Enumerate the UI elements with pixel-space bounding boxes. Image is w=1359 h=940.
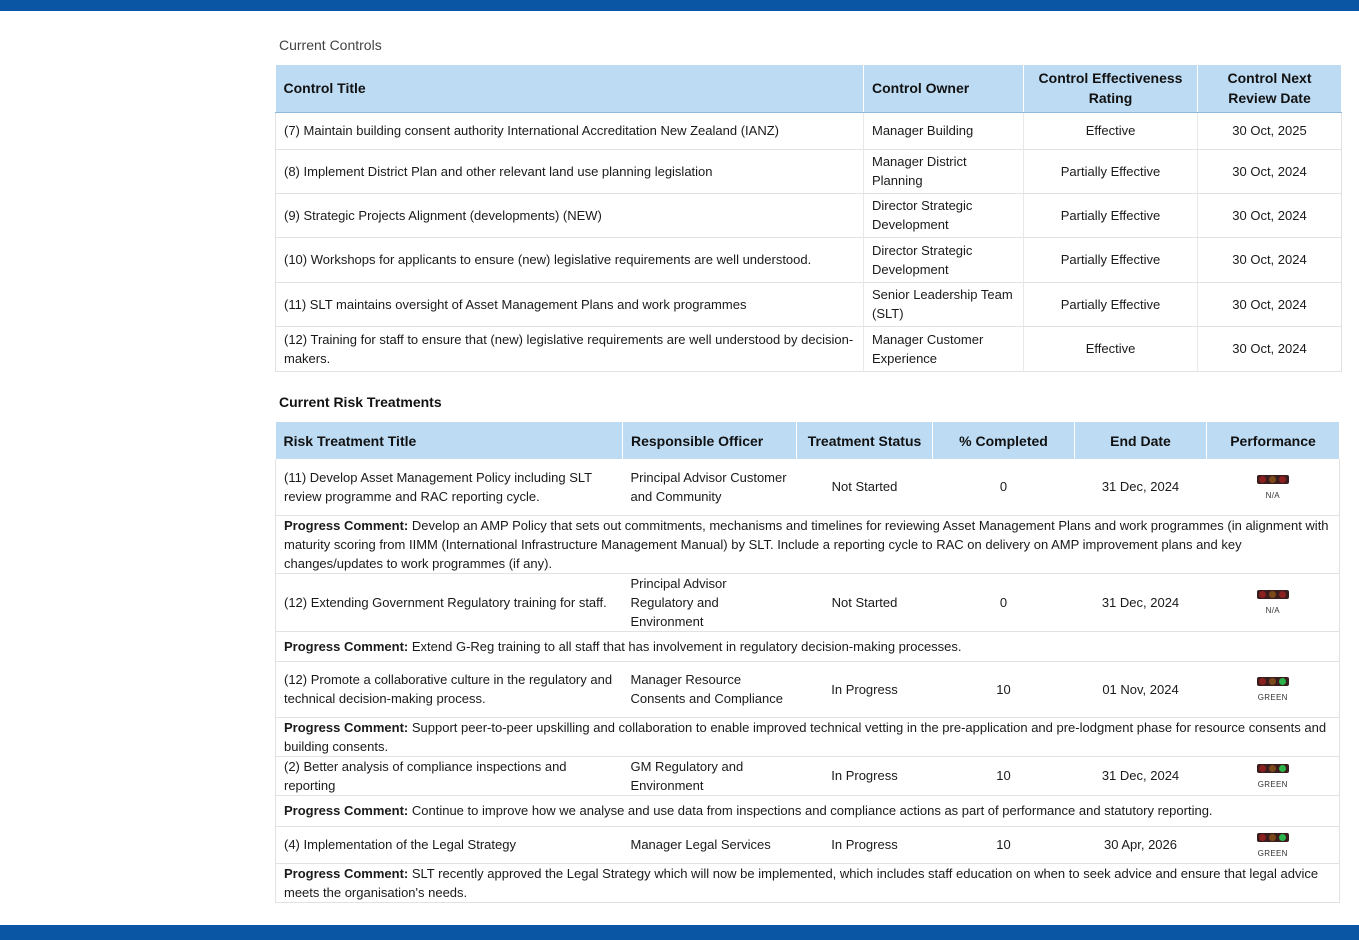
responsible-officer: GM Regulatory and Environment	[623, 756, 797, 795]
control-title: (11) SLT maintains oversight of Asset Management Plans and work programmes	[276, 282, 864, 326]
control-title: (7) Maintain building consent authority International Accreditation New Zealand (IANZ)	[276, 112, 864, 149]
performance-cell	[1207, 826, 1340, 863]
percent-completed: 10	[933, 756, 1075, 795]
responsible-officer: Principal Advisor Customer and Community	[623, 459, 797, 515]
percent-completed: 10	[933, 826, 1075, 863]
treatments-header-row	[276, 422, 1340, 459]
control-rating: Partially Effective	[1024, 237, 1198, 282]
control-owner: Manager Building	[864, 112, 1024, 149]
treatment-status: Not Started	[797, 573, 933, 631]
traffic-light-indicator	[1257, 833, 1289, 863]
performance-label: N/A	[1265, 490, 1280, 500]
performance-cell	[1207, 756, 1340, 795]
progress-comment-label: Progress Comment:	[284, 865, 409, 881]
top-brand-bar	[0, 0, 1359, 11]
progress-comment-row	[276, 631, 1340, 661]
progress-comment-row	[276, 795, 1340, 826]
progress-comment-label: Progress Comment:	[284, 719, 409, 735]
end-date: 30 Apr, 2026	[1075, 826, 1207, 863]
treatment-title: (12) Promote a collaborative culture in the regulatory and technical decision-making process.	[276, 661, 623, 717]
traffic-light-icon	[1257, 677, 1289, 686]
progress-comment	[276, 795, 1340, 826]
performance-label: N/A	[1265, 606, 1280, 615]
treatment-row	[276, 826, 1340, 863]
control-owner: Director Strategic Development	[864, 237, 1024, 282]
treatment-status: In Progress	[797, 826, 933, 863]
control-rating: Partially Effective	[1024, 282, 1198, 326]
control-review-date: 30 Oct, 2024	[1198, 149, 1342, 193]
col-treatment-title: Risk Treatment Title	[276, 422, 623, 459]
treatment-title: (4) Implementation of the Legal Strategy	[276, 826, 623, 863]
treatment-title: (2) Better analysis of compliance inspections and reporting	[276, 756, 623, 795]
col-percent-completed: % Completed	[933, 422, 1075, 459]
control-review-date: 30 Oct, 2024	[1198, 326, 1342, 371]
traffic-light-indicator	[1257, 764, 1289, 794]
traffic-light-dot	[1279, 476, 1286, 483]
progress-comment-row	[276, 515, 1340, 573]
performance-cell	[1207, 459, 1340, 515]
current-controls-table	[275, 65, 1342, 372]
bottom-brand-bar	[0, 925, 1359, 940]
controls-header-row	[276, 65, 1342, 112]
control-title: (12) Training for staff to ensure that (new) legislative requirements are well understood by decision-makers.	[276, 326, 864, 371]
control-owner: Manager Customer Experience	[864, 326, 1024, 371]
control-row	[276, 149, 1342, 193]
control-owner: Senior Leadership Team (SLT)	[864, 282, 1024, 326]
col-performance: Performance	[1207, 422, 1340, 459]
progress-comment	[276, 863, 1340, 902]
traffic-light-icon	[1257, 590, 1289, 599]
control-review-date: 30 Oct, 2025	[1198, 112, 1342, 149]
progress-comment	[276, 515, 1340, 573]
treatment-status: In Progress	[797, 661, 933, 717]
treatment-title: (11) Develop Asset Management Policy including SLT review programme and RAC reporting cycle.	[276, 459, 623, 515]
treatment-row	[276, 573, 1340, 631]
traffic-light-dot	[1279, 678, 1286, 685]
traffic-light-indicator	[1257, 677, 1289, 707]
traffic-light-dot	[1259, 765, 1266, 772]
responsible-officer: Manager Resource Consents and Compliance	[623, 661, 797, 717]
control-owner: Director Strategic Development	[864, 193, 1024, 237]
traffic-light-icon	[1257, 475, 1289, 484]
current-controls-title: Current Controls	[279, 37, 382, 53]
progress-comment-text: SLT recently approved the Legal Strategy which will now be implemented, which includes staff education on when to seek advice and ensure that legal advice meets the organisation's needs.	[284, 865, 1319, 900]
performance-cell	[1207, 661, 1340, 717]
progress-comment-text: Continue to improve how we analyse and use data from inspections and compliance actions as part of performance and statutory reporting.	[411, 803, 1213, 818]
end-date: 31 Dec, 2024	[1075, 459, 1207, 515]
traffic-light-dot	[1279, 765, 1286, 772]
control-review-date: 30 Oct, 2024	[1198, 237, 1342, 282]
control-review-date: 30 Oct, 2024	[1198, 193, 1342, 237]
progress-comment-text: Support peer-to-peer upskilling and collaboration to enable improved technical vetting in the pre-application and pre-lodgment phase for resource consents and building consents.	[284, 719, 1327, 754]
traffic-light-dot	[1269, 591, 1276, 598]
performance-cell	[1207, 573, 1340, 631]
treatment-status: Not Started	[797, 459, 933, 515]
control-rating: Effective	[1024, 112, 1198, 149]
treatment-row	[276, 756, 1340, 795]
end-date: 31 Dec, 2024	[1075, 573, 1207, 631]
traffic-light-indicator	[1257, 590, 1289, 620]
control-row	[276, 326, 1342, 371]
percent-completed: 0	[933, 573, 1075, 631]
end-date: 01 Nov, 2024	[1075, 661, 1207, 717]
col-treatment-status: Treatment Status	[797, 422, 933, 459]
current-risk-treatments-title: Current Risk Treatments	[279, 394, 442, 410]
percent-completed: 10	[933, 661, 1075, 717]
control-title: (8) Implement District Plan and other relevant land use planning legislation	[276, 149, 864, 193]
progress-comment-row	[276, 863, 1340, 902]
control-rating: Partially Effective	[1024, 193, 1198, 237]
treatment-row	[276, 661, 1340, 717]
control-row	[276, 193, 1342, 237]
control-review-date: 30 Oct, 2024	[1198, 282, 1342, 326]
performance-label: GREEN	[1257, 779, 1288, 789]
responsible-officer: Manager Legal Services	[623, 826, 797, 863]
control-title: (10) Workshops for applicants to ensure (new) legislative requirements are well understood.	[276, 237, 864, 282]
treatment-row	[276, 459, 1340, 515]
treatment-status: In Progress	[797, 756, 933, 795]
progress-comment-label: Progress Comment:	[284, 517, 409, 533]
traffic-light-dot	[1269, 476, 1276, 483]
progress-comment-row	[276, 717, 1340, 756]
col-end-date: End Date	[1075, 422, 1207, 459]
traffic-light-dot	[1259, 678, 1266, 685]
progress-comment-label: Progress Comment:	[284, 803, 409, 818]
progress-comment-label: Progress Comment:	[284, 638, 409, 654]
traffic-light-indicator	[1257, 475, 1289, 505]
control-title: (9) Strategic Projects Alignment (developments) (NEW)	[276, 193, 864, 237]
progress-comment-text: Develop an AMP Policy that sets out commitments, mechanisms and timelines for reviewing Asset Management Plans and work programmes (in alignment with maturity scoring from IIMM (International Infrastructure Management Manual) by SLT. Include a reporting cycle to RAC on delivery on AMP improvement plans and key changes/updates to work programmes (if any).	[284, 517, 1329, 571]
traffic-light-dot	[1279, 834, 1286, 841]
col-next-review-date: Control Next Review Date	[1198, 65, 1342, 112]
control-row	[276, 112, 1342, 149]
end-date: 31 Dec, 2024	[1075, 756, 1207, 795]
treatment-title: (12) Extending Government Regulatory training for staff.	[276, 573, 623, 631]
risk-treatments-table	[275, 422, 1340, 903]
traffic-light-dot	[1269, 765, 1276, 772]
traffic-light-dot	[1259, 591, 1266, 598]
col-control-owner: Control Owner	[864, 65, 1024, 112]
progress-comment-text: Extend G-Reg training to all staff that has involvement in regulatory decision-making processes.	[411, 638, 962, 654]
traffic-light-icon	[1257, 833, 1289, 842]
progress-comment	[276, 717, 1340, 756]
traffic-light-dot	[1259, 476, 1266, 483]
traffic-light-icon	[1257, 764, 1289, 773]
traffic-light-dot	[1279, 591, 1286, 598]
col-responsible-officer: Responsible Officer	[623, 422, 797, 459]
traffic-light-dot	[1259, 834, 1266, 841]
control-rating: Effective	[1024, 326, 1198, 371]
traffic-light-dot	[1269, 834, 1276, 841]
performance-label: GREEN	[1257, 848, 1288, 858]
col-effectiveness-rating: Control Effectiveness Rating	[1024, 65, 1198, 112]
control-row	[276, 282, 1342, 326]
progress-comment	[276, 631, 1340, 661]
col-control-title: Control Title	[276, 65, 864, 112]
control-rating: Partially Effective	[1024, 149, 1198, 193]
performance-label: GREEN	[1257, 693, 1288, 702]
percent-completed: 0	[933, 459, 1075, 515]
control-owner: Manager District Planning	[864, 149, 1024, 193]
responsible-officer: Principal Advisor Regulatory and Environment	[623, 573, 797, 631]
control-row	[276, 237, 1342, 282]
traffic-light-dot	[1269, 678, 1276, 685]
